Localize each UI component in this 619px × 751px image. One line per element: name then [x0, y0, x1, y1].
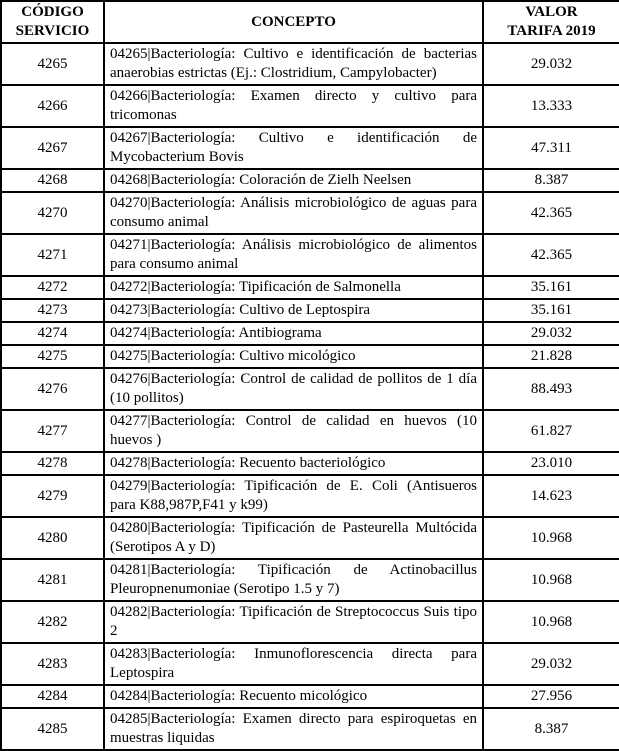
table-row — [1, 127, 619, 169]
service-code-cell: 4284 — [1, 685, 104, 708]
service-code-cell: 4265 — [1, 43, 104, 85]
concept-cell: 04279|Bacteriología: Tipificación de E. Coli (Antisueros para K88,987P,F41 y k99) — [104, 475, 483, 517]
table-row — [1, 368, 619, 410]
concept-cell: 04274|Bacteriología: Antibiograma — [104, 322, 483, 345]
concept-cell: 04272|Bacteriología: Tipificación de Salmonella — [104, 276, 483, 299]
concept-cell: 04280|Bacteriología: Tipificación de Pasteurella Multócida (Serotipos A y D) — [104, 517, 483, 559]
tariff-value-cell: 88.493 — [483, 368, 619, 410]
table-row — [1, 517, 619, 559]
table-row — [1, 601, 619, 643]
tariff-value-cell: 61.827 — [483, 410, 619, 452]
tariff-value-cell: 35.161 — [483, 276, 619, 299]
concept-cell: 04278|Bacteriología: Recuento bacteriológico — [104, 452, 483, 475]
table-row — [1, 410, 619, 452]
table-row — [1, 475, 619, 517]
concept-cell: 04285|Bacteriología: Examen directo para espiroquetas en muestras liquidas — [104, 708, 483, 750]
service-code-cell: 4282 — [1, 601, 104, 643]
tariff-value-cell: 10.968 — [483, 559, 619, 601]
table-row — [1, 345, 619, 368]
tariff-value-cell: 8.387 — [483, 169, 619, 192]
header-label: CONCEPTO — [251, 13, 336, 30]
table-row — [1, 299, 619, 322]
table-row — [1, 43, 619, 85]
tariff-value-cell: 29.032 — [483, 643, 619, 685]
table-row — [1, 234, 619, 276]
concept-cell: 04281|Bacteriología: Tipificación de Actinobacillus Pleuropnenumoniae (Serotipo 1.5 y 7) — [104, 559, 483, 601]
tariff-table-body — [1, 43, 619, 750]
service-code-cell: 4277 — [1, 410, 104, 452]
concept-cell: 04267|Bacteriología: Cultivo e identificación de Mycobacterium Bovis — [104, 127, 483, 169]
table-row — [1, 169, 619, 192]
service-code-cell: 4280 — [1, 517, 104, 559]
concept-cell: 04282|Bacteriología: Tipificación de Streptococcus Suis tipo 2 — [104, 601, 483, 643]
concept-cell: 04265|Bacteriología: Cultivo e identificación de bacterias anaerobias estrictas (Ej.: Clostridium, Campylobacter) — [104, 43, 483, 85]
service-code-cell: 4285 — [1, 708, 104, 750]
tariff-value-cell: 35.161 — [483, 299, 619, 322]
tariff-value-cell: 27.956 — [483, 685, 619, 708]
service-code-cell: 4283 — [1, 643, 104, 685]
tariff-value-cell: 47.311 — [483, 127, 619, 169]
service-code-cell: 4278 — [1, 452, 104, 475]
concept-cell: 04275|Bacteriología: Cultivo micológico — [104, 345, 483, 368]
tariff-value-cell: 29.032 — [483, 322, 619, 345]
service-code-cell: 4270 — [1, 192, 104, 234]
tariff-value-cell: 21.828 — [483, 345, 619, 368]
header-row — [1, 1, 619, 43]
table-row — [1, 192, 619, 234]
concept-cell: 04273|Bacteriología: Cultivo de Leptospira — [104, 299, 483, 322]
service-code-cell: 4266 — [1, 85, 104, 127]
tariff-value-cell: 14.623 — [483, 475, 619, 517]
service-code-cell: 4274 — [1, 322, 104, 345]
header-label: SERVICIO — [15, 23, 90, 39]
tariff-value-cell: 42.365 — [483, 234, 619, 276]
table-row — [1, 643, 619, 685]
service-code-cell: 4271 — [1, 234, 104, 276]
table-row — [1, 452, 619, 475]
tariff-value-cell: 10.968 — [483, 601, 619, 643]
concept-cell: 04270|Bacteriología: Análisis microbiológico de aguas para consumo animal — [104, 192, 483, 234]
service-code-cell: 4267 — [1, 127, 104, 169]
table-row — [1, 276, 619, 299]
header-cell-codigo-servicio — [1, 1, 104, 43]
table-row — [1, 559, 619, 601]
service-code-cell: 4275 — [1, 345, 104, 368]
table-row — [1, 708, 619, 750]
tariff-value-cell: 8.387 — [483, 708, 619, 750]
header-cell-valor-tarifa — [483, 1, 619, 43]
table-row — [1, 85, 619, 127]
tariff-value-cell: 42.365 — [483, 192, 619, 234]
concept-cell: 04266|Bacteriología: Examen directo y cultivo para tricomonas — [104, 85, 483, 127]
tariff-value-cell: 29.032 — [483, 43, 619, 85]
table-row — [1, 685, 619, 708]
service-code-cell: 4279 — [1, 475, 104, 517]
table-row — [1, 322, 619, 345]
concept-cell: 04268|Bacteriología: Coloración de Zielh Neelsen — [104, 169, 483, 192]
concept-cell: 04271|Bacteriología: Análisis microbiológico de alimentos para consumo animal — [104, 234, 483, 276]
header-label: TARIFA 2019 — [507, 23, 596, 39]
header-cell-concepto — [104, 1, 483, 43]
concept-cell: 04276|Bacteriología: Control de calidad de pollitos de 1 día (10 pollitos) — [104, 368, 483, 410]
concept-cell: 04277|Bacteriología: Control de calidad en huevos (10 huevos ) — [104, 410, 483, 452]
concept-cell: 04284|Bacteriología: Recuento micológico — [104, 685, 483, 708]
service-code-cell: 4272 — [1, 276, 104, 299]
service-code-cell: 4276 — [1, 368, 104, 410]
service-code-cell: 4273 — [1, 299, 104, 322]
tariff-value-cell: 23.010 — [483, 452, 619, 475]
header-label: VALOR — [525, 4, 578, 20]
service-code-cell: 4281 — [1, 559, 104, 601]
header-label: CÓDIGO — [21, 4, 84, 20]
concept-cell: 04283|Bacteriología: Inmunoflorescencia directa para Leptospira — [104, 643, 483, 685]
tariff-value-cell: 10.968 — [483, 517, 619, 559]
tariff-value-cell: 13.333 — [483, 85, 619, 127]
service-code-cell: 4268 — [1, 169, 104, 192]
